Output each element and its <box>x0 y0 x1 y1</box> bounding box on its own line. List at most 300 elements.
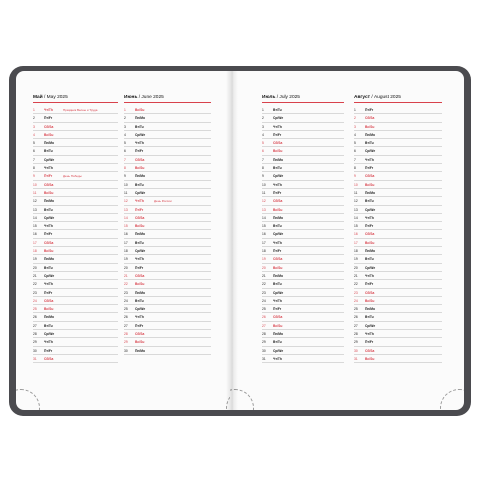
day-number: 31 <box>354 356 358 361</box>
weekday-label: Пт/Fr <box>135 149 144 154</box>
weekday-label: Ср/We <box>44 332 55 337</box>
weekday-label: Вс/Su <box>365 124 375 129</box>
weekday-label: Ср/We <box>44 273 55 278</box>
day-number: 16 <box>262 232 266 237</box>
day-row[interactable] <box>262 338 344 346</box>
weekday-label: Чт/Th <box>273 298 282 303</box>
holiday-note: День России <box>154 199 172 204</box>
day-number: 17 <box>354 240 358 245</box>
weekday-label: Вт/Tu <box>273 224 282 229</box>
weekday-label: Пт/Fr <box>44 174 53 179</box>
day-number: 3 <box>33 124 35 129</box>
day-number: 9 <box>33 174 35 179</box>
day-row[interactable] <box>354 247 442 255</box>
day-row[interactable] <box>124 330 211 338</box>
month-title: Июль / July 2025 <box>262 95 300 100</box>
weekday-label: Чт/Th <box>365 332 374 337</box>
day-row[interactable] <box>124 123 211 131</box>
day-row[interactable] <box>354 123 442 131</box>
month-title-rule <box>354 102 442 103</box>
day-row[interactable] <box>354 156 442 164</box>
day-number: 18 <box>354 249 358 254</box>
weekday-label: Вс/Su <box>365 298 375 303</box>
day-row[interactable] <box>33 313 118 321</box>
day-row[interactable] <box>33 264 118 272</box>
day-number: 12 <box>262 199 266 204</box>
day-number: 26 <box>33 315 37 320</box>
day-row[interactable] <box>124 131 211 139</box>
weekday-label: Чт/Th <box>365 157 374 162</box>
day-row[interactable] <box>354 322 442 330</box>
day-number: 3 <box>124 124 126 129</box>
day-row[interactable] <box>124 264 211 272</box>
day-row[interactable] <box>124 114 211 122</box>
day-number: 1 <box>262 108 264 112</box>
weekday-label: Вт/Tu <box>273 166 282 171</box>
day-list <box>262 106 344 363</box>
month-title: Май / May 2025 <box>33 95 68 100</box>
day-number: 30 <box>124 348 128 353</box>
day-row[interactable] <box>33 214 118 222</box>
weekday-label: Сб/Sa <box>44 356 54 361</box>
day-number: 5 <box>124 141 126 146</box>
day-number: 22 <box>354 282 358 287</box>
weekday-label: Вс/Su <box>273 149 283 154</box>
day-number: 8 <box>262 166 264 171</box>
weekday-label: Сб/Sa <box>273 199 283 204</box>
weekday-label: Пт/Fr <box>44 232 53 237</box>
day-row[interactable] <box>262 164 344 172</box>
weekday-label: Вс/Su <box>135 166 145 171</box>
weekday-label: Чт/Th <box>44 224 53 229</box>
day-row[interactable] <box>124 280 211 288</box>
day-row[interactable] <box>124 156 211 164</box>
day-number: 10 <box>124 182 128 187</box>
day-row[interactable] <box>262 197 344 205</box>
month-june <box>124 94 211 355</box>
day-number: 25 <box>354 307 358 312</box>
day-row[interactable] <box>124 347 211 355</box>
day-row[interactable] <box>33 289 118 297</box>
weekday-label: Пт/Fr <box>365 108 374 112</box>
weekday-label: Ср/We <box>135 249 146 254</box>
day-row[interactable] <box>262 313 344 321</box>
weekday-label: Чт/Th <box>44 166 53 171</box>
day-number: 25 <box>33 307 37 312</box>
day-number: 7 <box>354 157 356 162</box>
weekday-label: Пт/Fr <box>273 190 282 195</box>
day-number: 29 <box>354 340 358 345</box>
day-number: 28 <box>262 332 266 337</box>
day-row[interactable] <box>124 181 211 189</box>
day-row[interactable] <box>33 247 118 255</box>
day-row[interactable] <box>354 222 442 230</box>
day-row[interactable] <box>262 131 344 139</box>
day-row[interactable] <box>354 338 442 346</box>
day-row[interactable] <box>124 239 211 247</box>
day-list <box>33 106 118 363</box>
weekday-label: Сб/Sa <box>365 116 375 121</box>
day-row[interactable] <box>262 330 344 338</box>
weekday-label: Пн/Mo <box>365 307 376 312</box>
day-row[interactable] <box>33 230 118 238</box>
day-row[interactable] <box>33 123 118 131</box>
day-number: 16 <box>33 232 37 237</box>
weekday-label: Пт/Fr <box>44 116 53 121</box>
weekday-label: Сб/Sa <box>44 182 54 187</box>
day-row[interactable] <box>354 264 442 272</box>
day-row[interactable] <box>354 114 442 122</box>
day-number: 31 <box>262 356 266 361</box>
day-row[interactable] <box>33 322 118 330</box>
day-row[interactable] <box>33 330 118 338</box>
weekday-label: Сб/Sa <box>365 290 375 295</box>
weekday-label: Ср/We <box>273 290 284 295</box>
day-row[interactable] <box>354 347 442 355</box>
day-number: 12 <box>33 199 37 204</box>
day-row[interactable] <box>124 322 211 330</box>
day-row[interactable] <box>124 338 211 346</box>
day-row[interactable] <box>262 280 344 288</box>
day-row[interactable] <box>354 206 442 214</box>
day-number: 2 <box>354 116 356 121</box>
day-number: 4 <box>33 132 35 137</box>
weekday-label: Сб/Sa <box>44 240 54 245</box>
weekday-label: Ср/We <box>44 215 55 220</box>
day-row[interactable] <box>354 172 442 180</box>
day-number: 2 <box>33 116 35 121</box>
day-number: 9 <box>262 174 264 179</box>
day-number: 18 <box>33 249 37 254</box>
day-row[interactable] <box>124 255 211 263</box>
weekday-label: Ср/We <box>135 190 146 195</box>
day-row[interactable] <box>124 247 211 255</box>
weekday-label: Чт/Th <box>135 141 144 146</box>
day-row[interactable] <box>124 206 211 214</box>
weekday-label: Пн/Mo <box>44 315 55 320</box>
holiday-note: Праздник Весны и Труда <box>63 108 98 112</box>
day-number: 20 <box>262 265 266 270</box>
weekday-label: Ср/We <box>273 348 284 353</box>
day-row[interactable] <box>354 147 442 155</box>
day-row[interactable] <box>262 114 344 122</box>
day-number: 13 <box>262 207 266 212</box>
day-row[interactable] <box>124 189 211 197</box>
weekday-label: Вс/Su <box>135 108 145 112</box>
day-row[interactable] <box>33 197 118 205</box>
weekday-label: Пт/Fr <box>44 290 53 295</box>
day-row[interactable] <box>354 189 442 197</box>
day-row[interactable] <box>33 114 118 122</box>
month-july <box>262 94 344 363</box>
day-row[interactable] <box>354 280 442 288</box>
day-row[interactable] <box>124 106 211 114</box>
weekday-label: Вт/Tu <box>273 282 282 287</box>
day-row[interactable] <box>124 313 211 321</box>
day-row[interactable] <box>33 139 118 147</box>
day-row[interactable] <box>262 106 344 114</box>
weekday-label: Чт/Th <box>273 240 282 245</box>
day-row[interactable] <box>354 313 442 321</box>
weekday-label: Чт/Th <box>365 273 374 278</box>
day-number: 4 <box>354 132 356 137</box>
weekday-label: Пт/Fr <box>135 265 144 270</box>
weekday-label: Вт/Tu <box>365 141 374 146</box>
weekday-label: Вс/Su <box>365 240 375 245</box>
day-row[interactable] <box>124 164 211 172</box>
weekday-label: Пн/Mo <box>273 273 284 278</box>
day-number: 23 <box>124 290 128 295</box>
right-page <box>230 71 464 410</box>
day-row[interactable] <box>124 147 211 155</box>
day-row[interactable] <box>33 280 118 288</box>
day-number: 1 <box>354 108 356 112</box>
day-row[interactable] <box>33 206 118 214</box>
day-row[interactable] <box>262 355 344 363</box>
day-row[interactable] <box>33 297 118 305</box>
month-title-ru: Июнь <box>124 95 138 100</box>
weekday-label: Ср/We <box>273 116 284 121</box>
day-number: 27 <box>124 323 128 328</box>
day-row[interactable] <box>262 172 344 180</box>
day-number: 27 <box>262 323 266 328</box>
day-row[interactable] <box>354 297 442 305</box>
weekday-label: Вт/Tu <box>273 108 282 112</box>
day-row[interactable] <box>124 230 211 238</box>
day-number: 17 <box>262 240 266 245</box>
day-number: 29 <box>262 340 266 345</box>
day-row[interactable] <box>262 181 344 189</box>
day-row[interactable] <box>33 338 118 346</box>
month-title-en: May 2025 <box>46 95 68 100</box>
day-row[interactable] <box>262 305 344 313</box>
day-number: 28 <box>354 332 358 337</box>
day-number: 27 <box>354 323 358 328</box>
day-number: 2 <box>124 116 126 121</box>
month-title-en: August 2025 <box>373 95 401 100</box>
month-title-ru: Июль <box>262 95 276 100</box>
day-row[interactable] <box>33 255 118 263</box>
day-row[interactable] <box>124 197 211 205</box>
day-row[interactable] <box>33 347 118 355</box>
day-row[interactable] <box>124 297 211 305</box>
day-row[interactable] <box>262 264 344 272</box>
weekday-label: Пн/Mo <box>135 348 146 353</box>
day-row[interactable] <box>33 355 118 363</box>
day-row[interactable] <box>33 164 118 172</box>
day-number: 25 <box>124 307 128 312</box>
weekday-label: Сб/Sa <box>44 298 54 303</box>
weekday-label: Пт/Fr <box>44 348 53 353</box>
day-row[interactable] <box>33 147 118 155</box>
day-number: 10 <box>33 182 37 187</box>
weekday-label: Пт/Fr <box>365 166 374 171</box>
weekday-label: Пн/Mo <box>44 141 55 146</box>
day-row[interactable] <box>262 189 344 197</box>
day-row[interactable] <box>354 106 442 114</box>
weekday-label: Пт/Fr <box>273 249 282 254</box>
day-row[interactable] <box>33 131 118 139</box>
day-row[interactable] <box>124 222 211 230</box>
day-row[interactable] <box>33 189 118 197</box>
weekday-label: Ср/We <box>365 207 376 212</box>
day-row[interactable] <box>33 305 118 313</box>
day-number: 2 <box>262 116 264 121</box>
day-number: 21 <box>33 273 37 278</box>
weekday-label: Ср/We <box>365 323 376 328</box>
day-row[interactable] <box>124 289 211 297</box>
day-row[interactable] <box>262 247 344 255</box>
day-row[interactable] <box>262 156 344 164</box>
weekday-label: Пн/Mo <box>135 232 146 237</box>
day-row[interactable] <box>262 214 344 222</box>
day-row[interactable] <box>354 139 442 147</box>
weekday-label: Сб/Sa <box>135 215 145 220</box>
weekday-label: Вт/Tu <box>365 315 374 320</box>
weekday-label: Вт/Tu <box>135 124 144 129</box>
day-row[interactable] <box>33 181 118 189</box>
weekday-label: Пт/Fr <box>135 323 144 328</box>
page-gutter <box>226 71 238 410</box>
day-row[interactable] <box>33 272 118 280</box>
weekday-label: Чт/Th <box>273 182 282 187</box>
weekday-label: Вс/Su <box>44 190 54 195</box>
weekday-label: Вт/Tu <box>135 240 144 245</box>
weekday-label: Пн/Mo <box>365 132 376 137</box>
day-row[interactable] <box>354 272 442 280</box>
weekday-label: Пн/Mo <box>273 215 284 220</box>
day-row[interactable] <box>262 123 344 131</box>
day-number: 22 <box>33 282 37 287</box>
day-row[interactable] <box>354 197 442 205</box>
day-row[interactable] <box>124 305 211 313</box>
day-row[interactable] <box>262 230 344 238</box>
month-title-rule <box>262 102 344 103</box>
day-row[interactable] <box>262 239 344 247</box>
day-row[interactable] <box>262 272 344 280</box>
weekday-label: Пн/Mo <box>135 290 146 295</box>
page-corner-mark <box>16 389 40 410</box>
day-number: 6 <box>262 149 264 154</box>
day-row[interactable] <box>33 222 118 230</box>
weekday-label: Пт/Fr <box>273 307 282 312</box>
day-row[interactable] <box>354 355 442 363</box>
day-row[interactable] <box>354 230 442 238</box>
day-number: 24 <box>354 298 358 303</box>
day-row[interactable] <box>262 297 344 305</box>
weekday-label: Пт/Fr <box>365 282 374 287</box>
weekday-label: Чт/Th <box>135 257 144 262</box>
weekday-label: Вс/Su <box>44 132 54 137</box>
day-row[interactable] <box>262 255 344 263</box>
day-number: 14 <box>354 215 358 220</box>
day-row[interactable] <box>354 255 442 263</box>
weekday-label: Пн/Mo <box>365 249 376 254</box>
day-number: 15 <box>33 224 37 229</box>
day-row[interactable] <box>354 164 442 172</box>
day-row[interactable] <box>262 289 344 297</box>
weekday-label: Вс/Su <box>365 356 375 361</box>
day-number: 10 <box>354 182 358 187</box>
weekday-label: Сб/Sa <box>365 348 375 353</box>
weekday-label: Сб/Sa <box>135 157 145 162</box>
day-row[interactable] <box>262 347 344 355</box>
weekday-label: Сб/Sa <box>135 273 145 278</box>
day-number: 6 <box>33 149 35 154</box>
day-number: 21 <box>354 273 358 278</box>
day-number: 11 <box>124 190 128 195</box>
day-number: 24 <box>124 298 128 303</box>
day-row[interactable] <box>354 214 442 222</box>
weekday-label: Вс/Su <box>44 307 54 312</box>
weekday-label: Ср/We <box>44 157 55 162</box>
day-row[interactable] <box>262 206 344 214</box>
day-list <box>354 106 442 363</box>
day-number: 23 <box>354 290 358 295</box>
weekday-label: Вс/Su <box>365 182 375 187</box>
day-number: 18 <box>262 249 266 254</box>
day-row[interactable] <box>124 172 211 180</box>
weekday-label: Чт/Th <box>44 340 53 345</box>
day-number: 22 <box>262 282 266 287</box>
weekday-label: Сб/Sa <box>365 174 375 179</box>
day-row[interactable] <box>33 172 118 180</box>
day-number: 14 <box>262 215 266 220</box>
day-number: 6 <box>124 149 126 154</box>
day-number: 14 <box>33 215 37 220</box>
day-row[interactable] <box>124 214 211 222</box>
weekday-label: Ср/We <box>135 307 146 312</box>
day-row[interactable] <box>262 222 344 230</box>
weekday-label: Сб/Sa <box>44 124 54 129</box>
day-number: 16 <box>124 232 128 237</box>
day-row[interactable] <box>262 322 344 330</box>
day-number: 31 <box>33 356 37 361</box>
weekday-label: Сб/Sa <box>135 332 145 337</box>
month-august <box>354 94 442 363</box>
day-number: 11 <box>262 190 266 195</box>
day-row[interactable] <box>354 330 442 338</box>
day-row[interactable] <box>354 289 442 297</box>
weekday-label: Чт/Th <box>273 124 282 129</box>
day-row[interactable] <box>354 181 442 189</box>
day-number: 13 <box>354 207 358 212</box>
day-number: 1 <box>33 108 35 112</box>
day-row[interactable] <box>33 156 118 164</box>
day-number: 6 <box>354 149 356 154</box>
day-number: 29 <box>124 340 128 345</box>
day-row[interactable] <box>33 106 118 114</box>
day-row[interactable] <box>262 147 344 155</box>
day-row[interactable] <box>354 131 442 139</box>
weekday-label: Пт/Fr <box>273 132 282 137</box>
day-row[interactable] <box>124 272 211 280</box>
day-number: 19 <box>262 257 266 262</box>
day-number: 8 <box>33 166 35 171</box>
day-row[interactable] <box>354 305 442 313</box>
day-row[interactable] <box>262 139 344 147</box>
day-row[interactable] <box>33 239 118 247</box>
day-row[interactable] <box>124 139 211 147</box>
weekday-label: Чт/Th <box>365 215 374 220</box>
day-number: 14 <box>124 215 128 220</box>
day-row[interactable] <box>354 239 442 247</box>
day-number: 7 <box>262 157 264 162</box>
day-number: 12 <box>124 199 128 204</box>
weekday-label: Сб/Sa <box>273 141 283 146</box>
day-number: 3 <box>354 124 356 129</box>
weekday-label: Вт/Tu <box>135 298 144 303</box>
